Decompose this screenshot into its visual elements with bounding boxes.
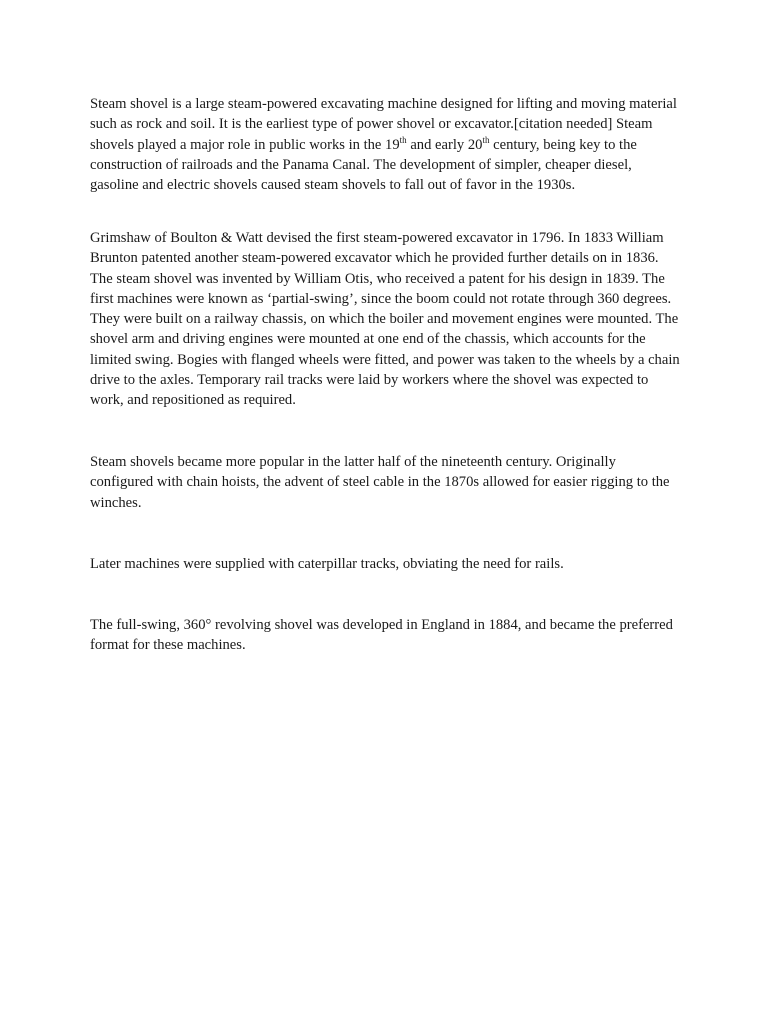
superscript-ordinal: th <box>399 134 407 145</box>
paragraph-popularity: Steam shovels became more popular in the latter half of the nineteenth century. Originally configured with chain hoists, the advent of steel cable in the 1870s allowed for easier rigging to the winches. <box>90 454 670 511</box>
paragraph-caterpillar-tracks: Later machines were supplied with caterpillar tracks, obviating the need for rails. <box>90 556 564 572</box>
paragraph-text-segment: Steam shovel is a large steam-powered excavating machine designed for lifting and moving material such as rock and soil. It is the earliest type of power shovel or excavator.[citation needed] Steam shovels played a major role in public works in the 19 <box>90 96 677 153</box>
paragraph-history: Grimshaw of Boulton & Watt devised the first steam-powered excavator in 1796. In 1833 William Brunton patented another steam-powered excavator which he provided further details on in 1836. The steam shovel was invented by William Otis, who received a patent for his design in 1839. The first machines were known as ‘partial-swing’, since the boom could not rotate through 360 degrees. They were built on a railway chassis, on which the boiler and movement engines were mounted. The shovel arm and driving engines were mounted at one end of the chassis, which accounts for the limited swing. Bogies with flanged wheels were fitted, and power was taken to the wheels by a chain drive to the axles. Temporary rail tracks were laid by workers where the shovel was expected to work, and repositioned as required. <box>90 230 680 409</box>
paragraph-text-segment: and early 20 <box>406 136 483 153</box>
paragraph-steam-shovel-intro <box>90 94 682 195</box>
paragraph-text-segment: century, being key to the construction of railroads and the Panama Canal. The development of simpler, cheaper diesel, gasoline and electric shovels caused steam shovels to fall out of favor in the 1930s. <box>90 136 637 194</box>
superscript-ordinal: th <box>482 134 490 145</box>
paragraph-full-swing: The full-swing, 360° revolving shovel was developed in England in 1884, and became the preferred format for these machines. <box>90 617 673 654</box>
